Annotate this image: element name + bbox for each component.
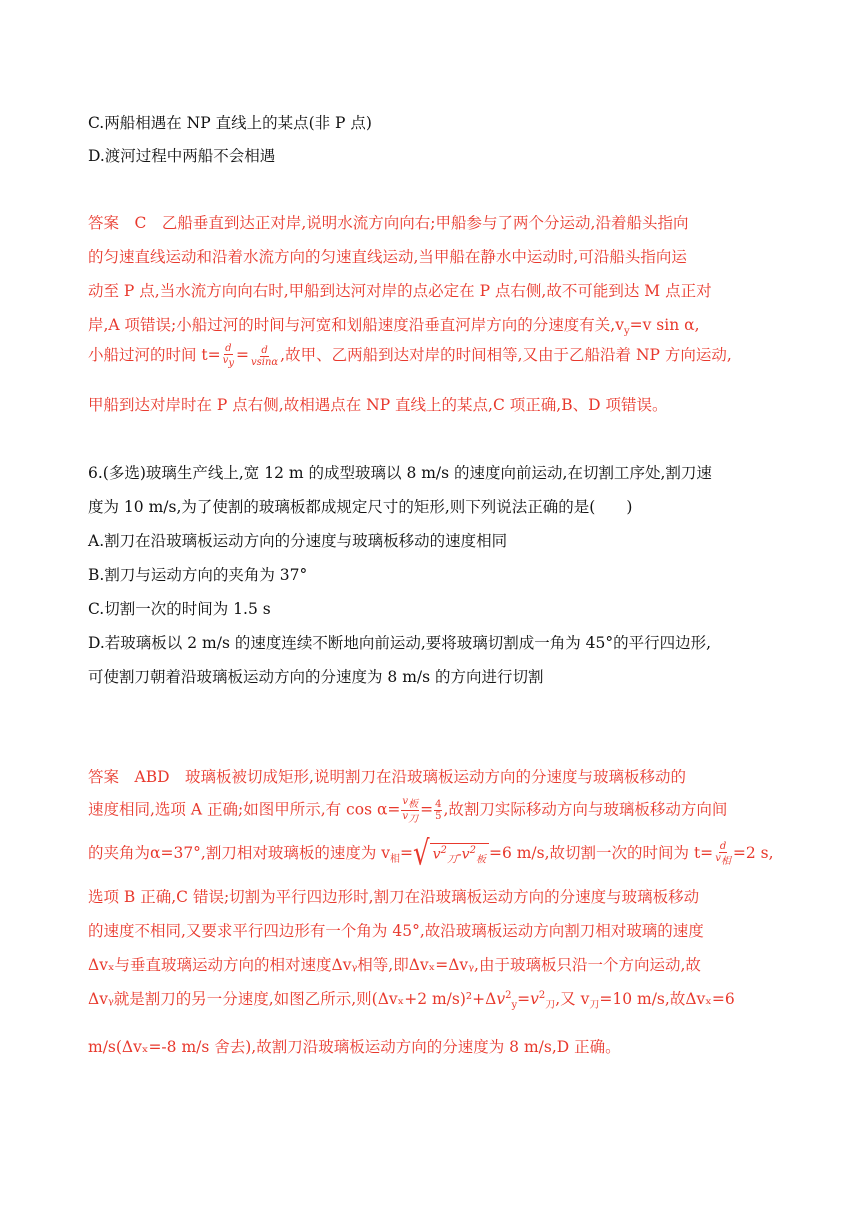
a6-frac-1-num: v	[402, 796, 409, 807]
a6-line-3-b: =6 m/s,故切割一次的时间为 t=	[488, 844, 714, 862]
q6-option-d-line-2: 可使割刀朝着沿玻璃板运动方向的分速度为 8 m/s 的方向进行切割	[88, 668, 544, 686]
a6-sqrt-a: v	[432, 846, 441, 863]
a6-line-3	[88, 834, 774, 874]
q5-option-d: D.渡河过程中两船不会相遇	[88, 147, 276, 165]
a6-line-3-a: 的夹角为α=37°,割刀相对玻璃板的速度为 v	[88, 844, 391, 862]
q6-line-1: 6.(多选)玻璃生产线上,宽 12 m 的成型玻璃以 8 m/s 的速度向前运动,在切割工序处,割刀速	[88, 464, 712, 482]
a6-frac-3	[714, 841, 732, 867]
a5-line-4	[88, 313, 700, 337]
q6-option-c: C.切割一次的时间为 1.5 s	[88, 600, 271, 618]
a6-line-2	[88, 796, 727, 825]
a6-line-1: 答案 ABD 玻璃板被切成矩形,说明割刀在沿玻璃板运动方向的分速度与玻璃板移动的	[88, 768, 686, 786]
q6-line-2: 度为 10 m/s,为了使割的玻璃板都成规定尺寸的矩形,则下列说法正确的是( )	[88, 498, 633, 516]
a6-frac-1-den-sub: 刀	[408, 814, 419, 825]
a6-frac-1	[401, 796, 419, 825]
a6-line-7-v1-sup: 2	[505, 989, 512, 1001]
a5-frac-2-num: d	[261, 344, 268, 356]
a6-sqrt-b-sup: 2	[469, 844, 476, 856]
a6-line-7-v2-sup: 2	[538, 989, 546, 1001]
a6-line-3-eq: =	[400, 844, 414, 862]
a5-line-5-a: 小船过河的时间 t=	[88, 346, 221, 364]
a6-line-2-eq: =	[420, 800, 434, 819]
a6-frac-3-den: v	[715, 853, 721, 864]
a6-line-5: 的速度不相同,又要求平行四边形有一个角为 45°,故沿玻璃板运动方向割刀相对玻璃的速度	[88, 922, 704, 940]
a6-line-4: 选项 B 正确,C 错误;切割为平行四边形时,割刀在沿玻璃板运动方向的分速度与玻璃板移动	[88, 888, 700, 906]
a6-line-6: Δvₓ与垂直玻璃运动方向的相对速度Δvᵧ相等,即Δvₓ=Δvᵧ,由于玻璃板只沿一个方向运动,故	[88, 956, 701, 974]
a5-line-2: 的匀速直线运动和沿着水流方向的匀速直线运动,当甲船在静水中运动时,可沿船头指向运	[88, 248, 687, 266]
a5-frac-1	[222, 343, 235, 369]
a6-frac-2-num: 4	[435, 799, 442, 810]
a6-sqrt-a-sup: 2	[440, 844, 447, 856]
a6-sqrt-b-sub: 板	[475, 854, 486, 866]
a6-frac-3-num: d	[719, 841, 727, 852]
q6-option-b: B.割刀与运动方向的夹角为 37°	[88, 566, 308, 584]
a5-frac-1-den: v	[222, 355, 229, 366]
a6-line-3-c: =2 s,	[732, 844, 774, 862]
sqrt-symbol-icon: √	[413, 834, 430, 874]
q6-option-d-line-1: D.若玻璃板以 2 m/s 的速度连续不断地向前运动,要将玻璃切割成一角为 45°的平行四边形,	[88, 634, 712, 652]
a6-sqrt-b: v	[461, 846, 470, 863]
a6-frac-2	[434, 799, 442, 822]
a6-line-2-a: 速度相同,选项 A 正确;如图甲所示,有 cos α=	[88, 800, 401, 819]
a6-line-7-eq: =	[517, 990, 531, 1008]
a6-line-7-b: ,又 v	[555, 990, 590, 1008]
q5-option-c: C.两船相遇在 NP 直线上的某点(非 P 点)	[88, 114, 372, 132]
a5-frac-2	[250, 345, 279, 368]
a6-line-7-a: Δvᵧ就是割刀的另一分速度,如图乙所示,则(Δvₓ+2 m/s)²+Δ	[88, 990, 497, 1008]
a6-line-8: m/s(Δvₓ=-8 m/s 舍去),故割刀沿玻璃板运动方向的分速度为 8 m/s,D 正确。	[88, 1038, 621, 1056]
a6-frac-3-den-sub: 相	[720, 856, 731, 867]
a6-line-7-c: =10 m/s,故Δvₓ=6	[599, 990, 735, 1008]
a6-line-7-v1: v	[496, 990, 506, 1008]
a6-frac-2-den: 5	[435, 811, 442, 822]
a6-line-7-sub2: 刀	[589, 1000, 600, 1012]
a5-line-4-sub: y	[623, 326, 630, 338]
a6-line-7-v2-sub: 刀	[545, 1000, 556, 1012]
a6-line-2-b: ,故割刀实际移动方向与玻璃板移动方向间	[443, 800, 728, 819]
q6-option-a: A.割刀在沿玻璃板运动方向的分速度与玻璃板移动的速度相同	[88, 532, 508, 550]
a6-frac-1-num-sub: 板	[408, 799, 419, 810]
a5-line-3: 动至 P 点,当水流方向向右时,甲船到达河对岸的点必定在 P 点右侧,故不可能到达 M 点正对	[88, 282, 712, 300]
a6-line-7-v2: v	[530, 990, 539, 1008]
a6-sqrt-minus: -	[456, 846, 462, 863]
a6-line-7-v1-sub: y	[511, 1000, 518, 1012]
a5-line-5-b: ,故甲、乙两船到达对岸的时间相等,又由于乙船沿着 NP 方向运动,	[280, 346, 732, 364]
a6-frac-1-den: v	[402, 811, 409, 822]
a5-frac-2-den: vsinα	[250, 356, 279, 368]
a5-line-1: 答案 C 乙船垂直到达正对岸,说明水流方向向右;甲船参与了两个分运动,沿着船头指向	[88, 214, 689, 232]
a5-line-5	[88, 343, 732, 369]
a6-sqrt-a-sub: 刀	[446, 854, 457, 866]
a5-line-6: 甲船到达对岸时在 P 点右侧,故相遇点在 NP 直线上的某点,C 项正确,B、D 项错误。	[88, 396, 668, 414]
a5-frac-1-den-sub: y	[228, 358, 234, 369]
a6-sqrt	[413, 834, 489, 874]
a5-frac-1-num: d	[225, 343, 232, 354]
a6-line-3-sub: 相	[390, 854, 401, 866]
a6-line-7	[88, 987, 735, 1011]
a5-line-4-text: 岸,A 项错误;小船过河的时间与河宽和划船速度沿垂直河岸方向的分速度有关,v	[88, 316, 624, 334]
a5-line-5-eq: =	[235, 346, 249, 364]
a5-line-4-end: =v sin α,	[629, 316, 700, 334]
